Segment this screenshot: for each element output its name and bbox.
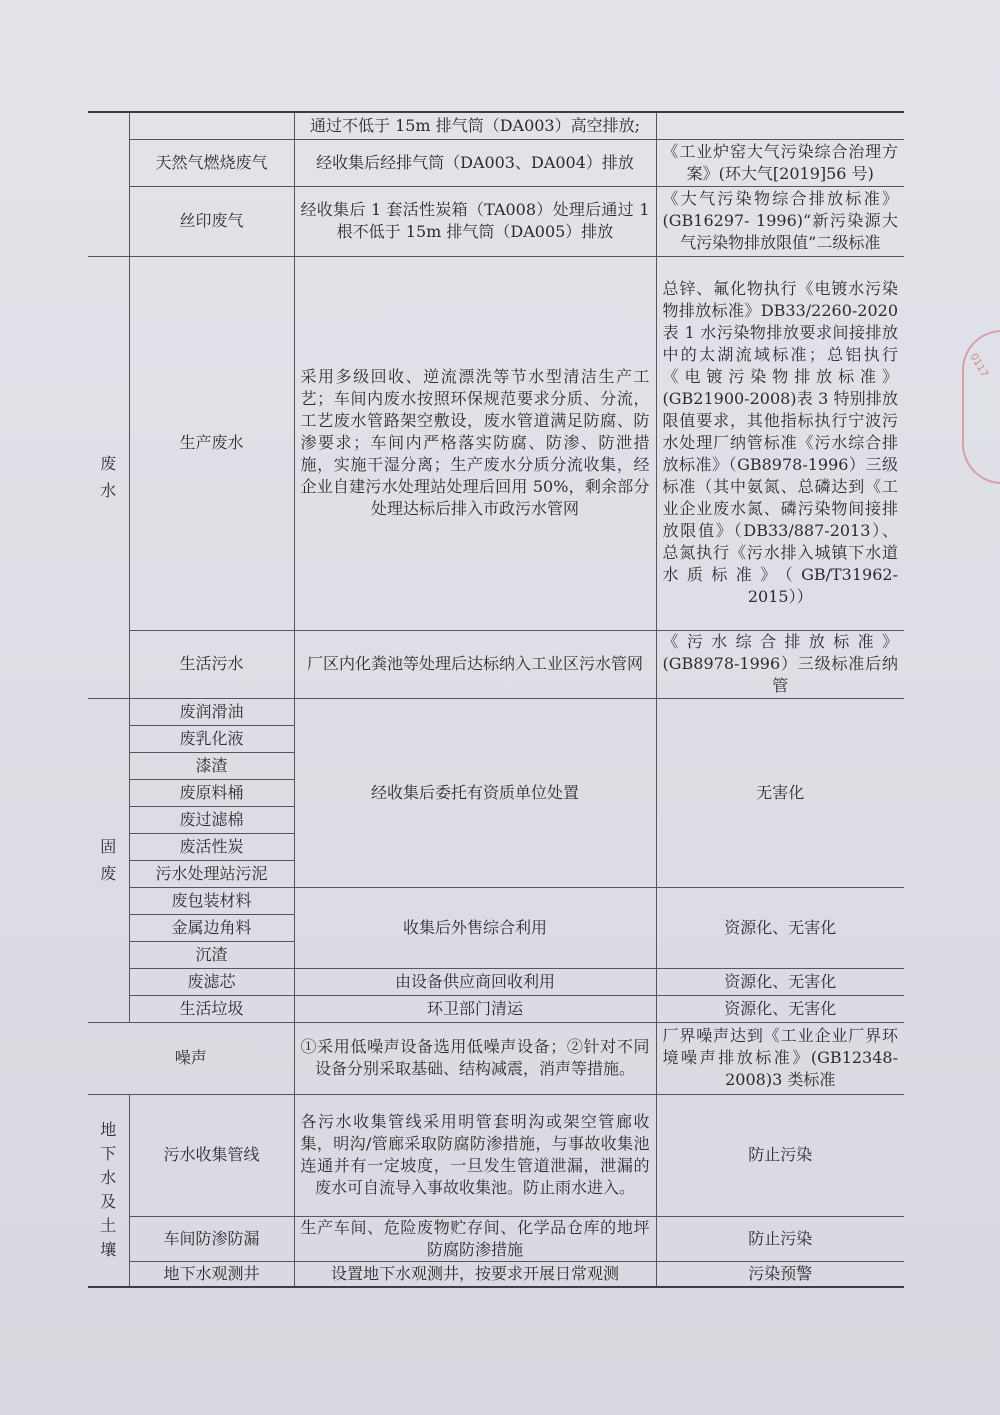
table-row [88,112,904,139]
item-cell: 丝印废气 [129,186,294,256]
item-cell: 生活污水 [129,630,294,698]
category-cell: 地下水及土壤 [88,1094,129,1287]
standard-cell: 资源化、无害化 [656,968,904,995]
table-row [88,1022,904,1094]
item-cell: 废滤芯 [129,968,294,995]
standard-cell: 无害化 [656,698,904,887]
standard-cell: 《大气污染物综合排放标准》(GB16297- 1996)“新污染源大气污染物排放限值”二级标准 [656,186,904,256]
measure-cell: 环卫部门清运 [294,995,656,1022]
category-cell: 噪声 [88,1022,294,1094]
item-cell: 生产废水 [129,256,294,630]
category-cell [88,112,129,256]
item-cell: 天然气燃烧废气 [129,139,294,186]
item-cell: 废乳化液 [129,725,294,752]
standard-cell: 资源化、无害化 [656,887,904,968]
table-row [88,630,904,698]
category-cell: 固废 [88,698,129,1022]
measure-cell: 经收集后委托有资质单位处置 [294,698,656,887]
table-row [88,1261,904,1287]
standard-cell: 《工业炉窑大气污染综合治理方案》(环大气[2019]56 号) [656,139,904,186]
measure-cell: 由设备供应商回收利用 [294,968,656,995]
measure-cell: 采用多级回收、逆流漂洗等节水型清洁生产工艺；车间内废水按照环保规范要求分质、分流，工艺废水管路架空敷设，废水管道满足防腐、防渗要求；车间内严格落实防腐、防渗、防泄措施，实施干湿分离；生产废水分质分流收集，经企业自建污水处理站处理后回用 50%，剩余部分处理达标后排入市政污水管网 [294,256,656,630]
standard-cell: 《污水综合排放标准》(GB8978-1996）三级标准后纳管 [656,630,904,698]
standard-cell: 防止污染 [656,1094,904,1216]
measure-cell: 收集后外售综合利用 [294,887,656,968]
item-cell: 废润滑油 [129,698,294,725]
standard-cell: 厂界噪声达到《工业企业厂界环境噪声排放标准》(GB12348-2008)3 类标准 [656,1022,904,1094]
item-cell: 污水收集管线 [129,1094,294,1216]
standard-cell: 防止污染 [656,1216,904,1261]
standard-cell [656,112,904,139]
measure-cell: 经收集后 1 套活性炭箱（TA008）处理后通过 1 根不低于 15m 排气筒（DA005）排放 [294,186,656,256]
item-cell: 生活垃圾 [129,995,294,1022]
standard-cell: 资源化、无害化 [656,995,904,1022]
item-cell: 污水处理站污泥 [129,860,294,887]
table-row [88,1216,904,1261]
table-row [88,887,904,914]
standard-cell: 总锌、氟化物执行《电镀水污染物排放标准》DB33/2260-2020 表 1 水污染物排放要求间接排放中的太湖流域标准；总铝执行《电镀污染物排放标准》(GB21900-2008)表 3 特别排放限值要求，其他指标执行宁波污水处理厂纳管标准《污水综合排放标准》（GB8978-1996）三级标准（其中氨氮、总磷达到《工业企业废水氮、磷污染物间接排放限值》（DB33/887-2013）、总氮执行《污水排入城镇下水道水质标准》（GB/T31962-2015）） [656,256,904,630]
standard-cell: 污染预警 [656,1261,904,1287]
measure-cell: 经收集后经排气筒（DA003、DA004）排放 [294,139,656,186]
table-row [88,139,904,186]
table-row [88,1094,904,1216]
table-row [88,186,904,256]
stamp-text: 0117 [967,351,990,380]
item-cell: 废包装材料 [129,887,294,914]
table-row [88,968,904,995]
measure-cell: 生产车间、危险废物贮存间、化学品仓库的地坪防腐防渗措施 [294,1216,656,1261]
table-row [88,256,904,630]
item-cell: 地下水观测井 [129,1261,294,1287]
measure-cell: ①采用低噪声设备选用低噪声设备；②针对不同设备分别采取基础、结构减震，消声等措施。 [294,1022,656,1094]
measure-cell: 设置地下水观测井，按要求开展日常观测 [294,1261,656,1287]
item-cell [129,112,294,139]
measure-cell: 通过不低于 15m 排气筒（DA003）高空排放; [294,112,656,139]
item-cell: 废活性炭 [129,833,294,860]
item-cell: 金属边角料 [129,914,294,941]
environmental-measures-table [88,111,904,1288]
measure-cell: 厂区内化粪池等处理后达标纳入工业区污水管网 [294,630,656,698]
item-cell: 沉渣 [129,941,294,968]
measure-cell: 各污水收集管线采用明管套明沟或架空管廊收集，明沟/管廊采取防腐防渗措施，与事故收集池连通并有一定坡度，一旦发生管道泄漏，泄漏的废水可自流导入事故收集池。防止雨水进入。 [294,1094,656,1216]
category-cell: 废水 [88,256,129,698]
item-cell: 废原料桶 [129,779,294,806]
table-row [88,698,904,725]
item-cell: 废过滤棉 [129,806,294,833]
item-cell: 车间防渗防漏 [129,1216,294,1261]
item-cell: 漆渣 [129,752,294,779]
red-seal-stamp [962,330,1000,484]
table-row [88,995,904,1022]
